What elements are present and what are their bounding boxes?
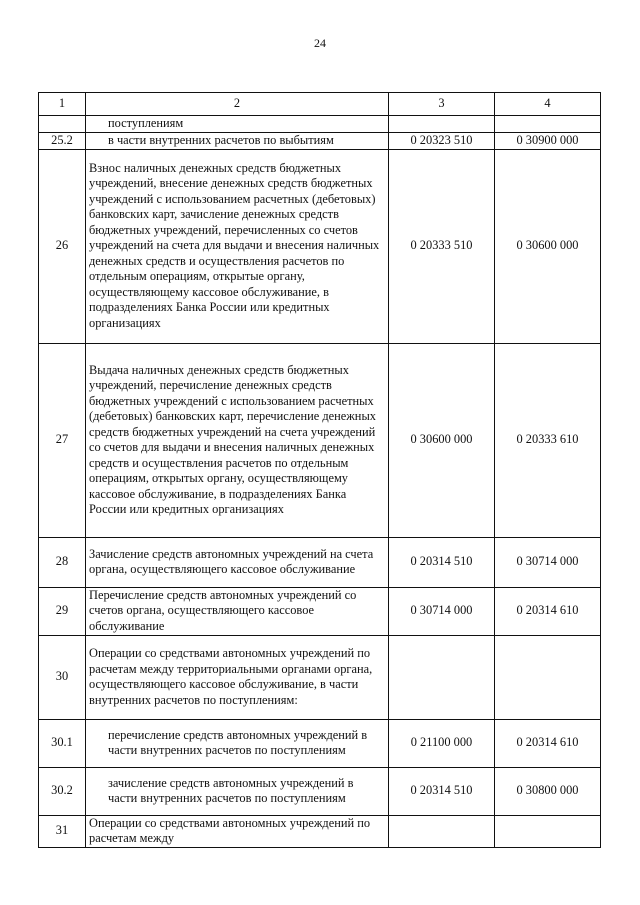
row-description: зачисление средств автономных учреждений в части внутренних расчетов по поступлениям [86, 767, 389, 815]
row-number: 25.2 [39, 132, 86, 149]
row-description: Зачисление средств автономных учреждений на счета органа, осуществляющего кассовое обслуживание [86, 537, 389, 587]
row-description: Выдача наличных денежных средств бюджетных учреждений, перечисление денежных средств бюджетных учреждений с использованием расчетных (дебетовых) банковских карт, перечисление денежных средств бюджетных учреждений на счета учреждений со счетов для выдачи и внесения наличных денежных средств и осуществления расчетов по отдельным операциям, открытых органу, осуществляющему кассовое обслуживание, в подразделениях Банка России или кредитных организациях [86, 343, 389, 537]
table-row [39, 537, 601, 587]
row-credit-code: 0 20314 610 [495, 587, 601, 635]
row-number: 29 [39, 587, 86, 635]
table-row [39, 149, 601, 343]
table-row [39, 767, 601, 815]
row-debit-code [389, 815, 495, 847]
table-row [39, 116, 601, 133]
row-description: Операции со средствами автономных учреждений по расчетам между [86, 815, 389, 847]
row-debit-code: 0 30600 000 [389, 343, 495, 537]
row-debit-code: 0 21100 000 [389, 719, 495, 767]
row-credit-code: 0 30600 000 [495, 149, 601, 343]
row-credit-code: 0 30900 000 [495, 132, 601, 149]
header-col-1: 1 [39, 93, 86, 116]
row-number: 31 [39, 815, 86, 847]
table-row [39, 719, 601, 767]
row-description: Взнос наличных денежных средств бюджетных учреждений, внесение денежных средств бюджетных учреждений с использованием расчетных (дебетовых) банковских карт, зачисление денежных средств бюджетных учреждений, перечисленных со счетов учреждений на счета для выдачи и внесения наличных денежных средств и осуществления расчетов по отдельным операциям, открытые органу, осуществляющему кассовое обслуживание, в подразделениях Банка России или кредитных организациях [86, 149, 389, 343]
row-number: 30.1 [39, 719, 86, 767]
row-number: 28 [39, 537, 86, 587]
row-number: 27 [39, 343, 86, 537]
row-number: 30.2 [39, 767, 86, 815]
row-credit-code: 0 20314 610 [495, 719, 601, 767]
row-number: 26 [39, 149, 86, 343]
row-credit-code [495, 116, 601, 133]
row-credit-code: 0 20333 610 [495, 343, 601, 537]
row-credit-code [495, 815, 601, 847]
header-col-3: 3 [389, 93, 495, 116]
page-number: 24 [314, 36, 326, 50]
header-col-2: 2 [86, 93, 389, 116]
row-description: поступлениям [86, 116, 389, 133]
row-credit-code [495, 635, 601, 719]
row-debit-code: 0 20314 510 [389, 537, 495, 587]
table-row [39, 132, 601, 149]
row-credit-code: 0 30714 000 [495, 537, 601, 587]
row-debit-code: 0 20314 510 [389, 767, 495, 815]
row-number: 30 [39, 635, 86, 719]
accounting-table [38, 92, 601, 848]
table-row [39, 343, 601, 537]
row-debit-code: 0 20333 510 [389, 149, 495, 343]
row-debit-code: 0 20323 510 [389, 132, 495, 149]
table-row [39, 635, 601, 719]
row-description: в части внутренних расчетов по выбытиям [86, 132, 389, 149]
table-row [39, 587, 601, 635]
row-debit-code [389, 635, 495, 719]
row-description: Перечисление средств автономных учреждений со счетов органа, осуществляющего кассовое обслуживание [86, 587, 389, 635]
row-description: перечисление средств автономных учреждений в части внутренних расчетов по поступлениям [86, 719, 389, 767]
table-header-row [39, 93, 601, 116]
table-row [39, 815, 601, 847]
header-col-4: 4 [495, 93, 601, 116]
row-description: Операции со средствами автономных учреждений по расчетам между территориальными органами органа, осуществляющего кассовое обслуживание, в части внутренних расчетов по поступлениям: [86, 635, 389, 719]
row-credit-code: 0 30800 000 [495, 767, 601, 815]
row-number [39, 116, 86, 133]
row-debit-code: 0 30714 000 [389, 587, 495, 635]
row-debit-code [389, 116, 495, 133]
